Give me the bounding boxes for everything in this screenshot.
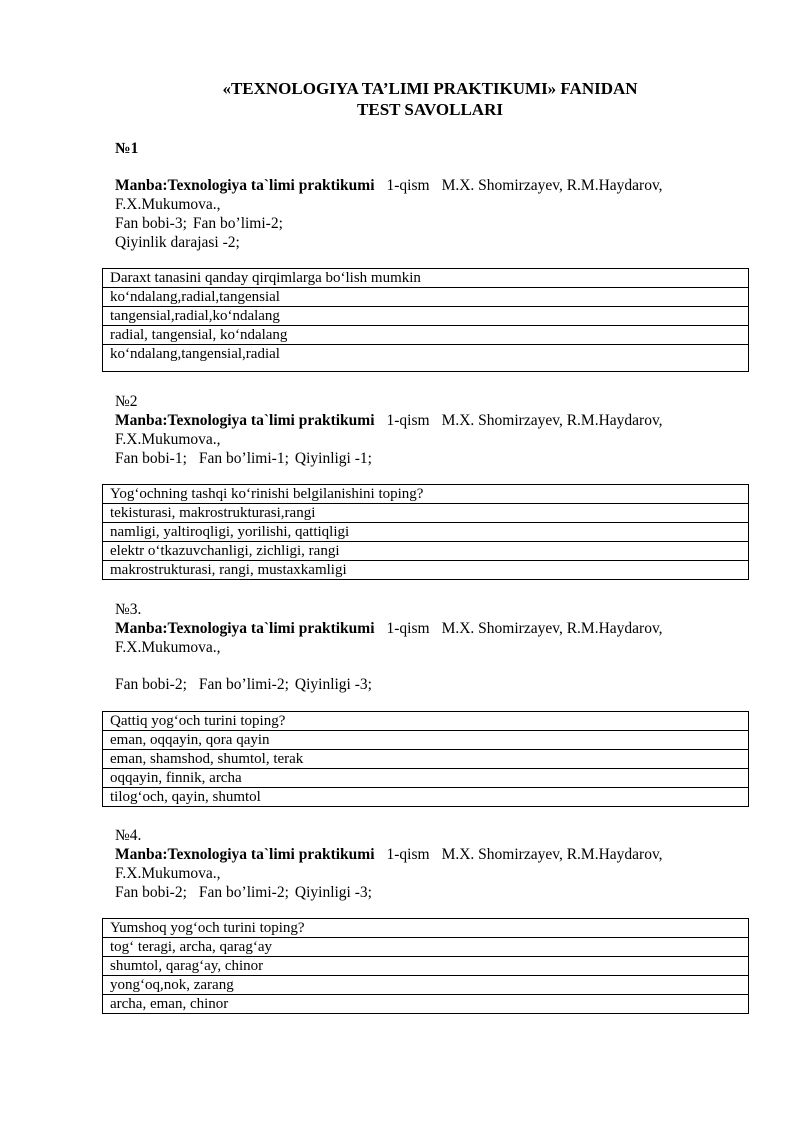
answer-3: yong‘oq,nok, zarang — [103, 976, 749, 995]
answer-row — [103, 523, 749, 542]
fan-bolimi: Fan bo’limi-1; — [198, 450, 289, 467]
answer-row — [103, 995, 749, 1014]
answer-row — [103, 976, 749, 995]
source-label: Manba:Texnologiya ta`limi praktikumi — [115, 177, 375, 194]
fan-bolimi: Fan bo’limi-2; — [192, 215, 283, 232]
question-1-authors-cont: F.X.Mukumova., — [115, 196, 221, 213]
difficulty: Qiyinligi -3; — [294, 884, 372, 901]
question-row — [103, 269, 749, 288]
source-authors: M.X. Shomirzayev, R.M.Haydarov, — [441, 412, 663, 429]
question-text: Yumshoq yog‘och turini toping? — [103, 919, 749, 938]
question-1-table — [102, 268, 749, 372]
document-subtitle: TEST SAVOLLARI — [357, 100, 503, 119]
answer-row — [103, 542, 749, 561]
source-label: Manba:Texnologiya ta`limi praktikumi — [115, 412, 375, 429]
question-text: Daraxt tanasini qanday qirqimlarga bo‘lish mumkin — [103, 269, 749, 288]
question-3-section — [115, 675, 715, 694]
answer-3: oqqayin, finnik, archa — [103, 769, 749, 788]
question-4-number: №4. — [115, 827, 142, 844]
question-2-number: №2 — [115, 393, 138, 410]
question-4-section — [115, 883, 715, 902]
source-label: Manba:Texnologiya ta`limi praktikumi — [115, 620, 375, 637]
answer-row — [103, 345, 749, 372]
answer-4: ko‘ndalang,tangensial,radial — [103, 345, 749, 372]
answer-4: tilog‘och, qayin, shumtol — [103, 788, 749, 807]
answer-row — [103, 307, 749, 326]
answer-1: tog‘ teragi, archa, qarag‘ay — [103, 938, 749, 957]
answer-row — [103, 326, 749, 345]
answer-2: tangensial,radial,ko‘ndalang — [103, 307, 749, 326]
answer-1: eman, oqqayin, qora qayin — [103, 731, 749, 750]
answer-row — [103, 561, 749, 580]
answer-1: tekisturasi, makrostrukturasi,rangi — [103, 504, 749, 523]
question-text: Qattiq yog‘och turini toping? — [103, 712, 749, 731]
fan-bobi: Fan bobi-2; — [115, 884, 187, 901]
answer-row — [103, 504, 749, 523]
answer-row — [103, 288, 749, 307]
fan-bolimi: Fan bo’limi-2; — [198, 884, 289, 901]
answer-row — [103, 957, 749, 976]
question-4-table — [102, 918, 749, 1014]
answer-2: namligi, yaltiroqligi, yorilishi, qattiqligi — [103, 523, 749, 542]
answer-4: makrostrukturasi, rangi, mustaxkamligi — [103, 561, 749, 580]
question-2-source — [115, 411, 715, 430]
answer-3: elektr o‘tkazuvchanligi, zichligi, rangi — [103, 542, 749, 561]
document-title: «TEXNOLOGIYA TA’LIMI PRAKTIKUMI» FANIDAN — [222, 79, 638, 98]
source-label: Manba:Texnologiya ta`limi praktikumi — [115, 846, 375, 863]
answer-row — [103, 788, 749, 807]
source-authors: M.X. Shomirzayev, R.M.Haydarov, — [441, 620, 663, 637]
question-3-authors-cont: F.X.Mukumova., — [115, 639, 221, 656]
source-part: 1-qism — [386, 412, 430, 429]
question-2-section — [115, 449, 715, 468]
question-1-number: №1 — [115, 140, 139, 157]
question-4-authors-cont: F.X.Mukumova., — [115, 865, 221, 882]
source-part: 1-qism — [386, 177, 430, 194]
source-authors: M.X. Shomirzayev, R.M.Haydarov, — [441, 177, 663, 194]
question-3-number: №3. — [115, 601, 142, 618]
question-1-section — [115, 214, 715, 233]
source-part: 1-qism — [386, 620, 430, 637]
answer-3: radial, tangensial, ko‘ndalang — [103, 326, 749, 345]
question-2-authors-cont: F.X.Mukumova., — [115, 431, 221, 448]
answer-4: archa, eman, chinor — [103, 995, 749, 1014]
question-row — [103, 919, 749, 938]
source-authors: M.X. Shomirzayev, R.M.Haydarov, — [441, 846, 663, 863]
answer-row — [103, 731, 749, 750]
question-3-source — [115, 619, 715, 638]
answer-row — [103, 938, 749, 957]
question-3-table — [102, 711, 749, 807]
difficulty: Qiyinligi -1; — [294, 450, 372, 467]
question-1-source — [115, 176, 715, 195]
question-row — [103, 485, 749, 504]
difficulty: Qiyinligi -3; — [294, 676, 372, 693]
fan-bobi: Fan bobi-3; — [115, 215, 187, 232]
answer-2: shumtol, qarag‘ay, chinor — [103, 957, 749, 976]
answer-row — [103, 769, 749, 788]
question-text: Yog‘ochning tashqi ko‘rinishi belgilanishini toping? — [103, 485, 749, 504]
fan-bobi: Fan bobi-1; — [115, 450, 187, 467]
question-row — [103, 712, 749, 731]
source-part: 1-qism — [386, 846, 430, 863]
fan-bolimi: Fan bo’limi-2; — [198, 676, 289, 693]
answer-1: ko‘ndalang,radial,tangensial — [103, 288, 749, 307]
fan-bobi: Fan bobi-2; — [115, 676, 187, 693]
question-4-source — [115, 845, 715, 864]
answer-2: eman, shamshod, shumtol, terak — [103, 750, 749, 769]
question-1-difficulty: Qiyinlik darajasi -2; — [115, 234, 240, 251]
answer-row — [103, 750, 749, 769]
question-2-table — [102, 484, 749, 580]
